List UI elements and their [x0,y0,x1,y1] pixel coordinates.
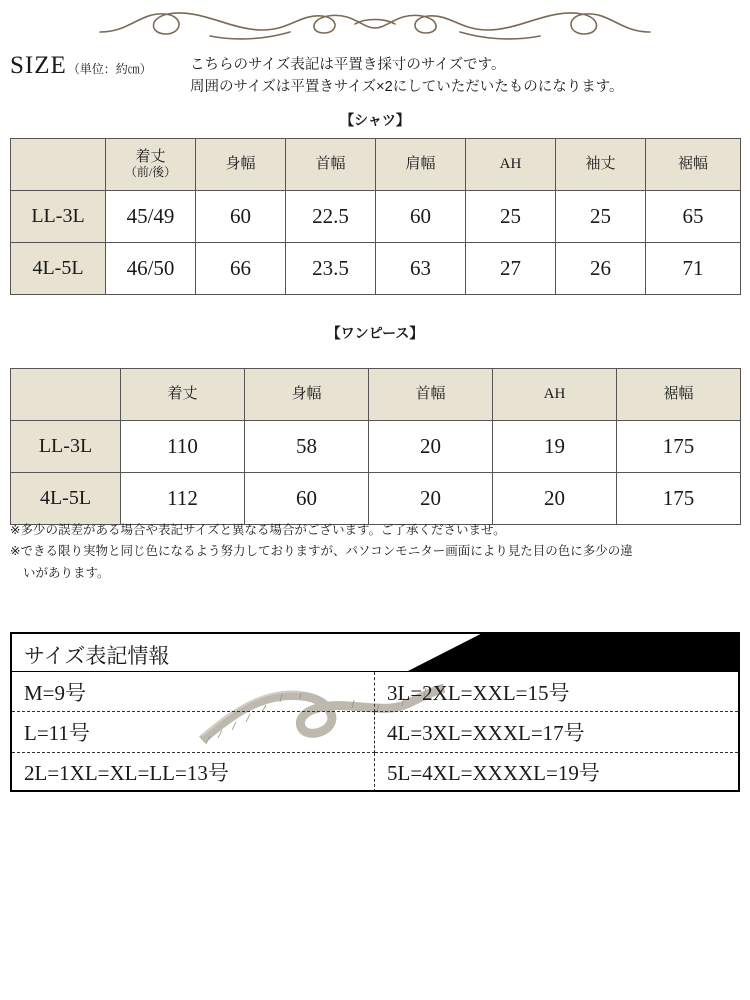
ornament-divider-icon [0,2,750,46]
cell-value: 20 [493,473,617,525]
cell-value: 23.5 [286,243,376,295]
column-header-kubihaba: 首幅 [369,369,493,421]
shirt-section-caption: 【シャツ】 [340,112,410,128]
shirt-size-table [10,138,741,295]
cell-value: 60 [245,473,369,525]
cell-value: 22.5 [286,191,376,243]
cell-value: 65 [646,191,741,243]
row-label-4l5l: 4L-5L [11,243,106,295]
cell-value: 63 [376,243,466,295]
cell-value: 20 [369,473,493,525]
row-label-4l5l: 4L-5L [11,473,121,525]
column-header-mihaba: 身幅 [245,369,369,421]
cell-value: 25 [466,191,556,243]
corner-cell [11,369,121,421]
column-header-kitake: 着丈 [121,369,245,421]
size-notation-item: L=11号 [12,712,375,752]
cell-value: 110 [121,421,245,473]
note-line-3: いがあります。 [23,565,110,580]
size-notation-item: 3L=2XL=XXL=15号 [375,672,738,712]
note-line-2: ※できる限り実物と同じ色になるよう努力しておりますが、パソコンモニター画面により見た目の色に多少の違 [10,544,633,559]
size-notation-item: M=9号 [12,672,375,712]
header-note-line2: 周囲のサイズは平置きサイズ×2にしていただいたものになります。 [190,79,624,96]
column-header-katahaba: 肩幅 [376,139,466,191]
column-header-kubihaba: 首幅 [286,139,376,191]
table-row [11,191,741,243]
disclaimer-notes [10,520,736,584]
column-header-susohaba: 裾幅 [646,139,741,191]
size-notation-item: 4L=3XL=XXXL=17号 [375,712,738,752]
cell-value: 71 [646,243,741,295]
size-notation-item: 2L=1XL=XL=LL=13号 [12,753,375,792]
cell-value: 112 [121,473,245,525]
onepiece-section-caption: 【ワンピース】 [326,325,424,341]
cell-value: 175 [617,473,741,525]
column-header-kitake [106,139,196,191]
column-header-ah: AH [493,369,617,421]
corner-cell [11,139,106,191]
row-label-ll3l: LL-3L [11,191,106,243]
cell-value: 60 [196,191,286,243]
size-notation-grid [12,672,738,792]
chart-header [0,52,750,99]
cell-value: 26 [556,243,646,295]
column-header-susohaba: 裾幅 [617,369,741,421]
header-wedge-shape [408,634,738,671]
onepiece-size-table [10,368,741,525]
cell-value: 60 [376,191,466,243]
cell-value: 58 [245,421,369,473]
table-header-row [11,369,741,421]
cell-value: 46/50 [106,243,196,295]
size-notation-info-box [10,632,740,792]
cell-value: 45/49 [106,191,196,243]
info-box-title: サイズ表記情報 [24,644,170,668]
table-header-row [11,139,741,191]
cell-value: 27 [466,243,556,295]
cell-value: 20 [369,421,493,473]
cell-value: 25 [556,191,646,243]
size-notation-item: 5L=4XL=XXXXL=19号 [387,761,600,786]
cell-value: 19 [493,421,617,473]
size-title-text: SIZE [10,52,67,79]
note-line-1: ※多少の誤差がある場合や表記サイズと異なる場合がございます。ご了承くださいませ。 [10,523,506,537]
column-header-kitake-sub: （前/後） [124,165,177,180]
column-header-kitake-main: 着丈 [135,148,166,165]
column-header-ah: AH [466,139,556,191]
info-box-body [12,672,738,792]
table-row [11,421,741,473]
cell-value: 66 [196,243,286,295]
column-header-sodetake: 袖丈 [556,139,646,191]
header-note-line1: こちらのサイズ表記は平置き採寸のサイズです。 [190,57,506,73]
row-label-ll3l: LL-3L [11,421,121,473]
page-title [0,52,190,80]
column-header-mihaba: 身幅 [196,139,286,191]
info-box-header [12,634,738,672]
size-unit-text: （単位：約㎝） [67,62,152,76]
table-row [11,473,741,525]
table-row [11,243,741,295]
header-note [190,52,624,99]
cell-value: 175 [617,421,741,473]
